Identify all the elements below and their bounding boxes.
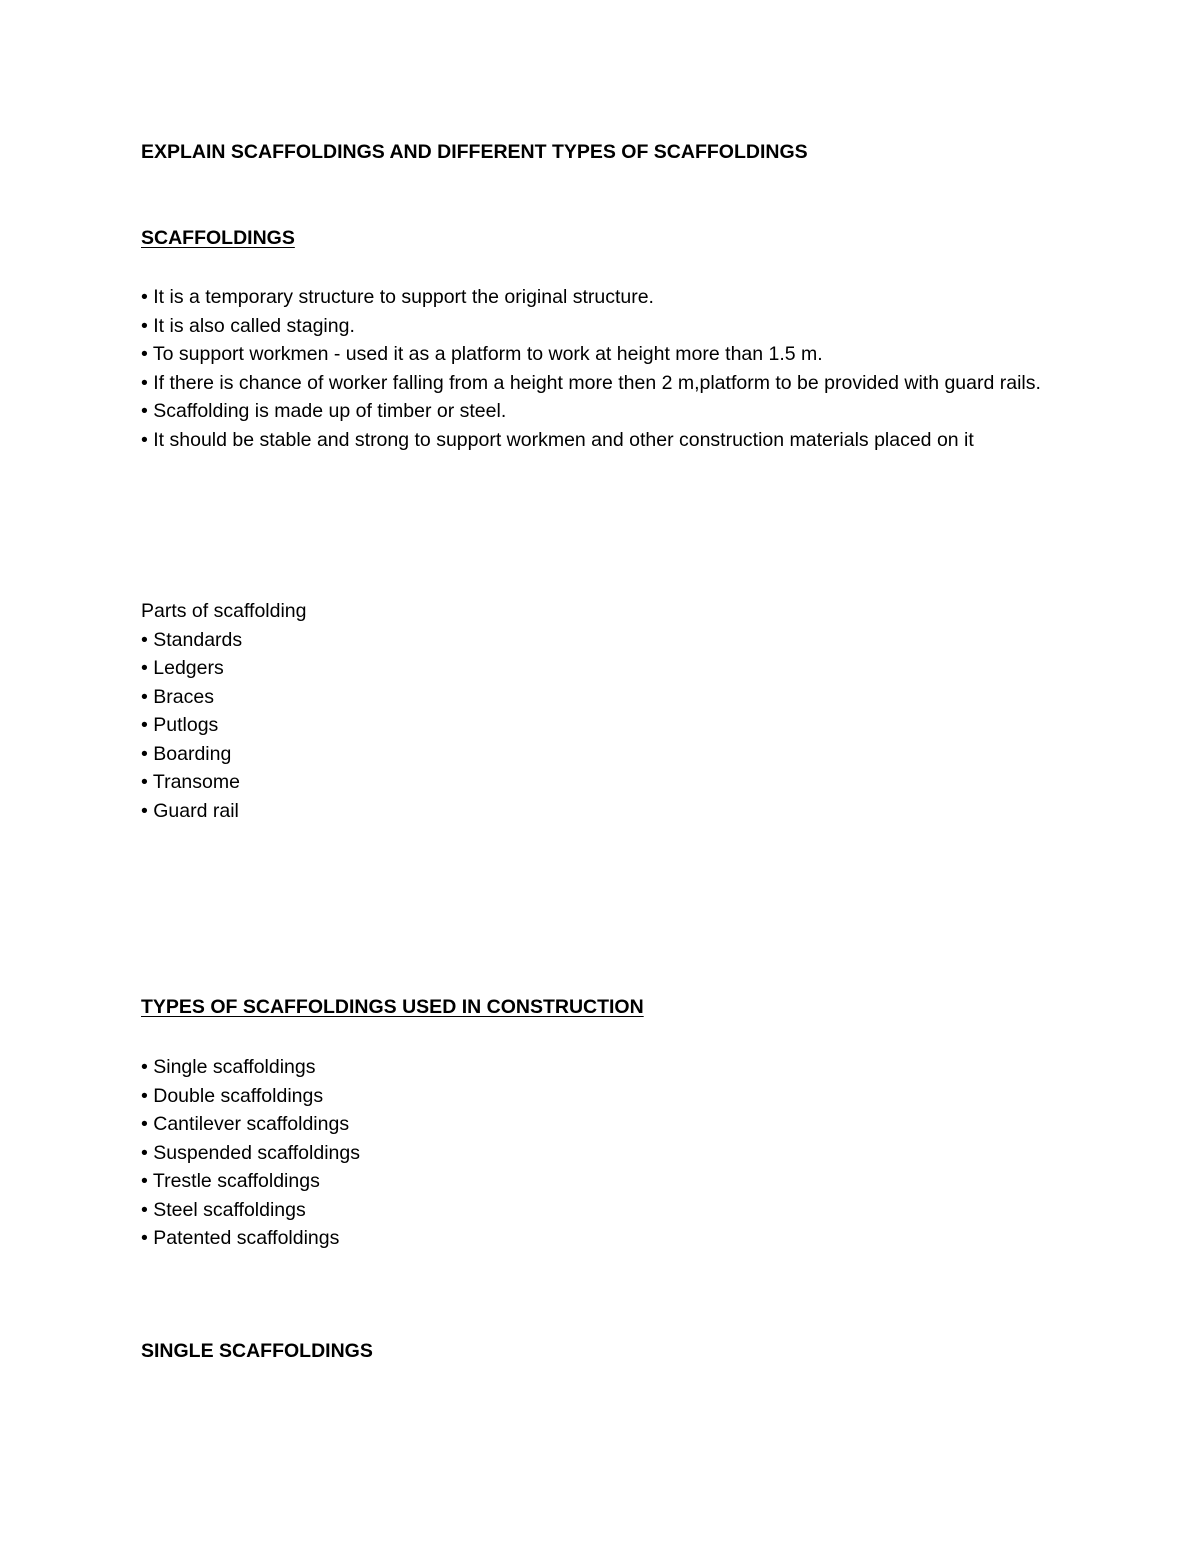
list-item-text: Cantilever scaffoldings bbox=[153, 1113, 350, 1135]
list-item-text: Suspended scaffoldings bbox=[153, 1141, 360, 1164]
list-item-text: Scaffolding is made up of timber or steel. bbox=[153, 400, 507, 422]
scaffoldings-heading: SCAFFOLDINGS bbox=[141, 227, 295, 249]
bullet: • bbox=[141, 314, 148, 337]
bullet: • bbox=[141, 799, 148, 822]
bullet: • bbox=[141, 657, 148, 679]
list-item-text: Single scaffoldings bbox=[153, 1056, 316, 1078]
list-item-text: Trestle scaffoldings bbox=[152, 1170, 320, 1192]
list-item bbox=[141, 683, 1051, 712]
list-item bbox=[141, 1224, 1051, 1253]
list-item-text: Guard rail bbox=[153, 799, 239, 822]
list-item bbox=[141, 1196, 1051, 1225]
list-item-text: It is also called staging. bbox=[153, 314, 355, 337]
list-item bbox=[141, 426, 1051, 455]
list-item-text: Braces bbox=[153, 685, 214, 708]
bullet: • bbox=[141, 1141, 148, 1164]
list-item bbox=[141, 626, 1051, 655]
bullet: • bbox=[141, 1084, 148, 1107]
list-item-text: If there is chance of worker falling from a height more then 2 m,platform to be provided with guard rails. bbox=[153, 371, 1041, 394]
single-scaffoldings-heading: SINGLE SCAFFOLDINGS bbox=[141, 1340, 373, 1362]
bullet: • bbox=[141, 685, 148, 708]
list-item bbox=[141, 369, 1051, 398]
bullet: • bbox=[141, 1227, 148, 1249]
list-item bbox=[141, 768, 1051, 797]
parts-list bbox=[141, 597, 1051, 825]
list-item bbox=[141, 397, 1051, 426]
list-item-text: It should be stable and strong to support workmen and other construction materials placed on it bbox=[153, 428, 974, 451]
bullet: • bbox=[141, 628, 148, 651]
list-item bbox=[141, 283, 1051, 312]
types-heading: TYPES OF SCAFFOLDINGS USED IN CONSTRUCTION bbox=[141, 996, 644, 1018]
list-item bbox=[141, 312, 1051, 341]
list-item-text: Boarding bbox=[153, 742, 232, 765]
list-item bbox=[141, 797, 1051, 826]
list-item-text: It is a temporary structure to support the original structure. bbox=[153, 286, 654, 308]
bullet: • bbox=[141, 742, 148, 765]
parts-heading: Parts of scaffolding bbox=[141, 600, 307, 622]
list-item bbox=[141, 1082, 1051, 1111]
list-item bbox=[141, 340, 1051, 369]
list-item bbox=[141, 1139, 1051, 1168]
bullet: • bbox=[141, 1056, 148, 1078]
list-item-text: Putlogs bbox=[153, 714, 219, 736]
bullet: • bbox=[141, 1113, 148, 1135]
bullet: • bbox=[141, 286, 148, 308]
bullet: • bbox=[141, 371, 148, 394]
types-list bbox=[141, 1053, 1051, 1253]
bullet: • bbox=[141, 714, 148, 736]
bullet: • bbox=[141, 1170, 148, 1192]
bullet: • bbox=[141, 428, 148, 451]
list-item bbox=[141, 654, 1051, 683]
list-item-text: Patented scaffoldings bbox=[153, 1227, 340, 1249]
list-item bbox=[141, 1110, 1051, 1139]
list-item-text: Steel scaffoldings bbox=[153, 1198, 306, 1221]
list-item bbox=[141, 740, 1051, 769]
bullet: • bbox=[141, 1198, 148, 1221]
scaffoldings-list bbox=[141, 283, 1051, 454]
bullet: • bbox=[141, 343, 148, 365]
list-item bbox=[141, 1167, 1051, 1196]
list-item-text: Transome bbox=[152, 771, 240, 793]
list-item bbox=[141, 1053, 1051, 1082]
list-item-text: Double scaffoldings bbox=[153, 1084, 324, 1107]
document-title: EXPLAIN SCAFFOLDINGS AND DIFFERENT TYPES OF SCAFFOLDINGS bbox=[141, 141, 808, 163]
list-item-text: Ledgers bbox=[153, 657, 224, 679]
list-item-text: To support workmen - used it as a platform to work at height more than 1.5 m. bbox=[152, 343, 823, 365]
list-item-text: Standards bbox=[153, 628, 243, 651]
list-item bbox=[141, 711, 1051, 740]
bullet: • bbox=[141, 771, 148, 793]
bullet: • bbox=[141, 400, 148, 422]
